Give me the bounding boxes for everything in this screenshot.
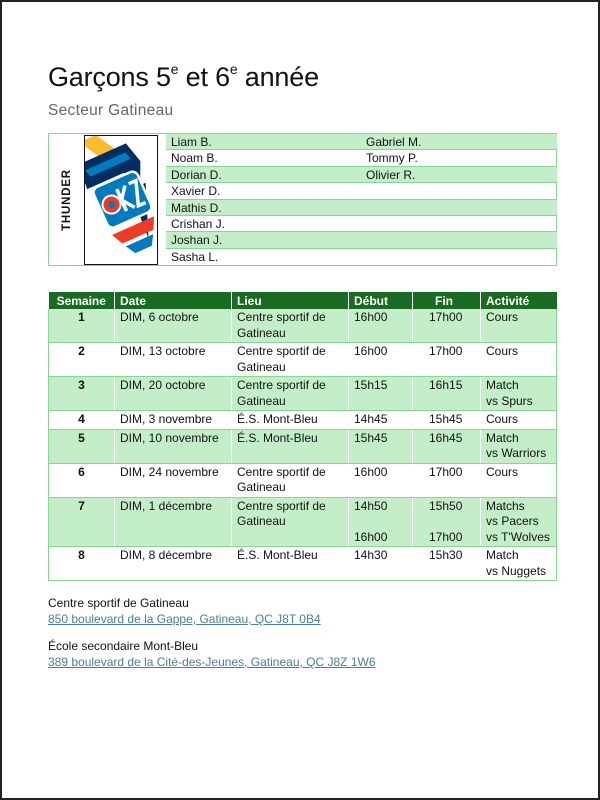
cell-debut <box>349 497 413 547</box>
cell-fin-line: 15h30 <box>429 548 463 562</box>
cell-week: 8 <box>49 547 115 581</box>
cell-fin <box>413 343 481 377</box>
cell-activite <box>481 377 557 411</box>
page-subtitle: Secteur Gatineau <box>48 102 174 119</box>
location-name: École secondaire Mont-Bleu <box>48 639 199 653</box>
cell-lieu <box>232 497 349 547</box>
player-name <box>361 249 557 265</box>
cell-lieu <box>232 343 349 377</box>
cell-activite-line: vs T'Wolves <box>486 529 550 544</box>
cell-lieu-line: Gatineau <box>237 393 286 408</box>
player-row <box>166 200 557 216</box>
page-title: Garçons 5e et 6e année <box>48 61 319 92</box>
player-row <box>166 232 557 248</box>
cell-week: 4 <box>49 411 115 430</box>
cell-lieu <box>232 547 349 581</box>
player-name: Xavier D. <box>171 184 221 199</box>
cell-debut <box>349 429 413 463</box>
cell-activite-line: vs Spurs <box>486 393 533 408</box>
player-name: Noam B. <box>171 151 218 166</box>
cell-activite <box>481 343 557 377</box>
col-header-fin: Fin <box>413 292 481 309</box>
okc-thunder-logo-icon <box>84 135 158 265</box>
cell-fin <box>413 411 481 430</box>
player-row <box>166 249 557 265</box>
col-header-debut: Début <box>349 292 413 309</box>
schedule-row <box>49 411 557 430</box>
cell-lieu-line: Centre sportif de <box>237 378 326 392</box>
cell-lieu-line: É.S. Mont-Bleu <box>237 412 318 426</box>
col-header-lieu: Lieu <box>232 292 349 309</box>
player-name: Sasha L. <box>171 249 219 264</box>
cell-activite-line: Match <box>486 548 519 562</box>
cell-week: 6 <box>49 463 115 497</box>
cell-lieu <box>232 411 349 430</box>
cell-fin-line <box>429 514 475 530</box>
location-address-link[interactable]: 850 boulevard de la Gappe, Gatineau, QC J8T 0B4 <box>48 612 321 626</box>
player-row <box>166 167 557 183</box>
cell-lieu-line: Gatineau <box>237 359 286 374</box>
cell-debut-line: 16h00 <box>354 310 388 324</box>
location-address-link[interactable]: 389 boulevard de la Cité-des-Jeunes, Gatineau, QC J8Z 1W6 <box>48 655 376 669</box>
cell-lieu <box>232 463 349 497</box>
cell-fin <box>413 547 481 581</box>
cell-activite-line: Cours <box>486 464 519 479</box>
schedule-row <box>49 547 557 581</box>
cell-debut <box>349 547 413 581</box>
cell-date: DIM, 1 décembre <box>115 497 232 547</box>
cell-week: 1 <box>49 309 115 343</box>
cell-activite <box>481 463 557 497</box>
cell-debut-line: 15h15 <box>354 378 388 392</box>
player-row <box>166 216 557 232</box>
cell-lieu <box>232 309 349 343</box>
cell-week: 2 <box>49 343 115 377</box>
schedule-row <box>49 429 557 463</box>
team-roster <box>48 133 557 266</box>
cell-lieu <box>232 429 349 463</box>
player-row <box>166 183 557 199</box>
cell-debut-line: 15h45 <box>354 430 388 445</box>
cell-lieu-line: Centre sportif de <box>237 310 326 324</box>
col-header-activite: Activité <box>481 292 557 309</box>
cell-activite-line: Matchs <box>486 498 525 513</box>
cell-debut <box>349 309 413 343</box>
cell-debut-line: 14h45 <box>354 412 388 426</box>
cell-week: 3 <box>49 377 115 411</box>
cell-date: DIM, 8 décembre <box>115 547 232 581</box>
player-list <box>166 134 557 265</box>
cell-fin-line: 16h15 <box>429 378 463 392</box>
col-header-semaine: Semaine <box>49 292 115 309</box>
cell-activite <box>481 411 557 430</box>
cell-date: DIM, 13 octobre <box>115 343 232 377</box>
cell-lieu-line: Gatineau <box>237 325 286 340</box>
cell-fin <box>413 429 481 463</box>
cell-lieu <box>232 377 349 411</box>
cell-debut-line: 16h00 <box>354 529 388 544</box>
schedule-row <box>49 463 557 497</box>
cell-lieu-line: Centre sportif de <box>237 344 326 358</box>
player-name: Liam B. <box>171 135 212 149</box>
player-row <box>166 150 557 166</box>
schedule-row <box>49 309 557 343</box>
cell-date: DIM, 24 novembre <box>115 463 232 497</box>
cell-date: DIM, 3 novembre <box>115 411 232 430</box>
player-row <box>166 134 557 150</box>
player-name: Gabriel M. <box>366 135 422 149</box>
cell-activite <box>481 309 557 343</box>
cell-activite <box>481 497 557 547</box>
cell-lieu-line: Centre sportif de <box>237 464 326 479</box>
cell-week: 5 <box>49 429 115 463</box>
cell-fin-line: 17h00 <box>429 310 463 324</box>
col-header-date: Date <box>115 292 232 309</box>
cell-debut-line <box>354 514 407 530</box>
cell-activite-line: Cours <box>486 310 519 324</box>
cell-activite-line: vs Nuggets <box>486 563 547 578</box>
schedule-row <box>49 343 557 377</box>
schedule-table <box>48 292 557 581</box>
cell-fin <box>413 463 481 497</box>
cell-lieu-line: Gatineau <box>237 514 286 528</box>
player-name <box>361 216 557 231</box>
cell-fin <box>413 377 481 411</box>
cell-activite-line: Match <box>486 378 519 392</box>
cell-debut-line: 14h30 <box>354 548 388 562</box>
cell-lieu-line: Centre sportif de <box>237 498 326 513</box>
player-name: Dorian D. <box>171 167 222 182</box>
player-name: Joshan J. <box>171 233 223 248</box>
player-name <box>361 200 557 215</box>
location-block <box>48 638 376 670</box>
cell-fin-line: 15h45 <box>429 412 463 426</box>
cell-debut-line: 14h50 <box>354 498 388 513</box>
cell-activite-line: Match <box>486 430 519 445</box>
cell-debut <box>349 343 413 377</box>
cell-activite <box>481 547 557 581</box>
cell-debut <box>349 377 413 411</box>
cell-date: DIM, 10 novembre <box>115 429 232 463</box>
player-name: Tommy P. <box>366 151 418 166</box>
schedule-header-row <box>49 292 557 309</box>
cell-debut <box>349 463 413 497</box>
cell-fin-line: 16h45 <box>429 430 463 445</box>
cell-debut <box>349 411 413 430</box>
cell-date: DIM, 6 octobre <box>115 309 232 343</box>
cell-fin <box>413 309 481 343</box>
cell-activite-line: vs Warriors <box>486 446 547 460</box>
location-block <box>48 595 321 627</box>
player-name: Crishan J. <box>171 216 226 231</box>
cell-activite-line: Cours <box>486 412 519 426</box>
cell-week: 7 <box>49 497 115 547</box>
cell-lieu-line: É.S. Mont-Bleu <box>237 430 318 445</box>
cell-fin-line: 17h00 <box>429 344 463 358</box>
cell-activite-line: Cours <box>486 344 519 358</box>
cell-debut-line: 16h00 <box>354 344 388 358</box>
team-name-label: THUNDER <box>61 168 74 231</box>
player-name: Mathis D. <box>171 200 222 215</box>
cell-activite-line: vs Pacers <box>486 514 539 528</box>
cell-activite <box>481 429 557 463</box>
cell-lieu-line: É.S. Mont-Bleu <box>237 548 318 562</box>
location-name: Centre sportif de Gatineau <box>48 596 189 610</box>
cell-lieu-line: Gatineau <box>237 480 286 494</box>
cell-fin-line: 15h50 <box>429 498 463 513</box>
cell-fin-line: 17h00 <box>429 529 463 544</box>
cell-fin-line: 17h00 <box>429 464 463 479</box>
player-name <box>361 232 557 247</box>
schedule-row <box>49 497 557 547</box>
cell-fin <box>413 497 481 547</box>
schedule-row <box>49 377 557 411</box>
cell-date: DIM, 20 octobre <box>115 377 232 411</box>
player-name <box>361 183 557 198</box>
cell-debut-line: 16h00 <box>354 464 388 479</box>
player-name: Olivier R. <box>366 167 416 182</box>
